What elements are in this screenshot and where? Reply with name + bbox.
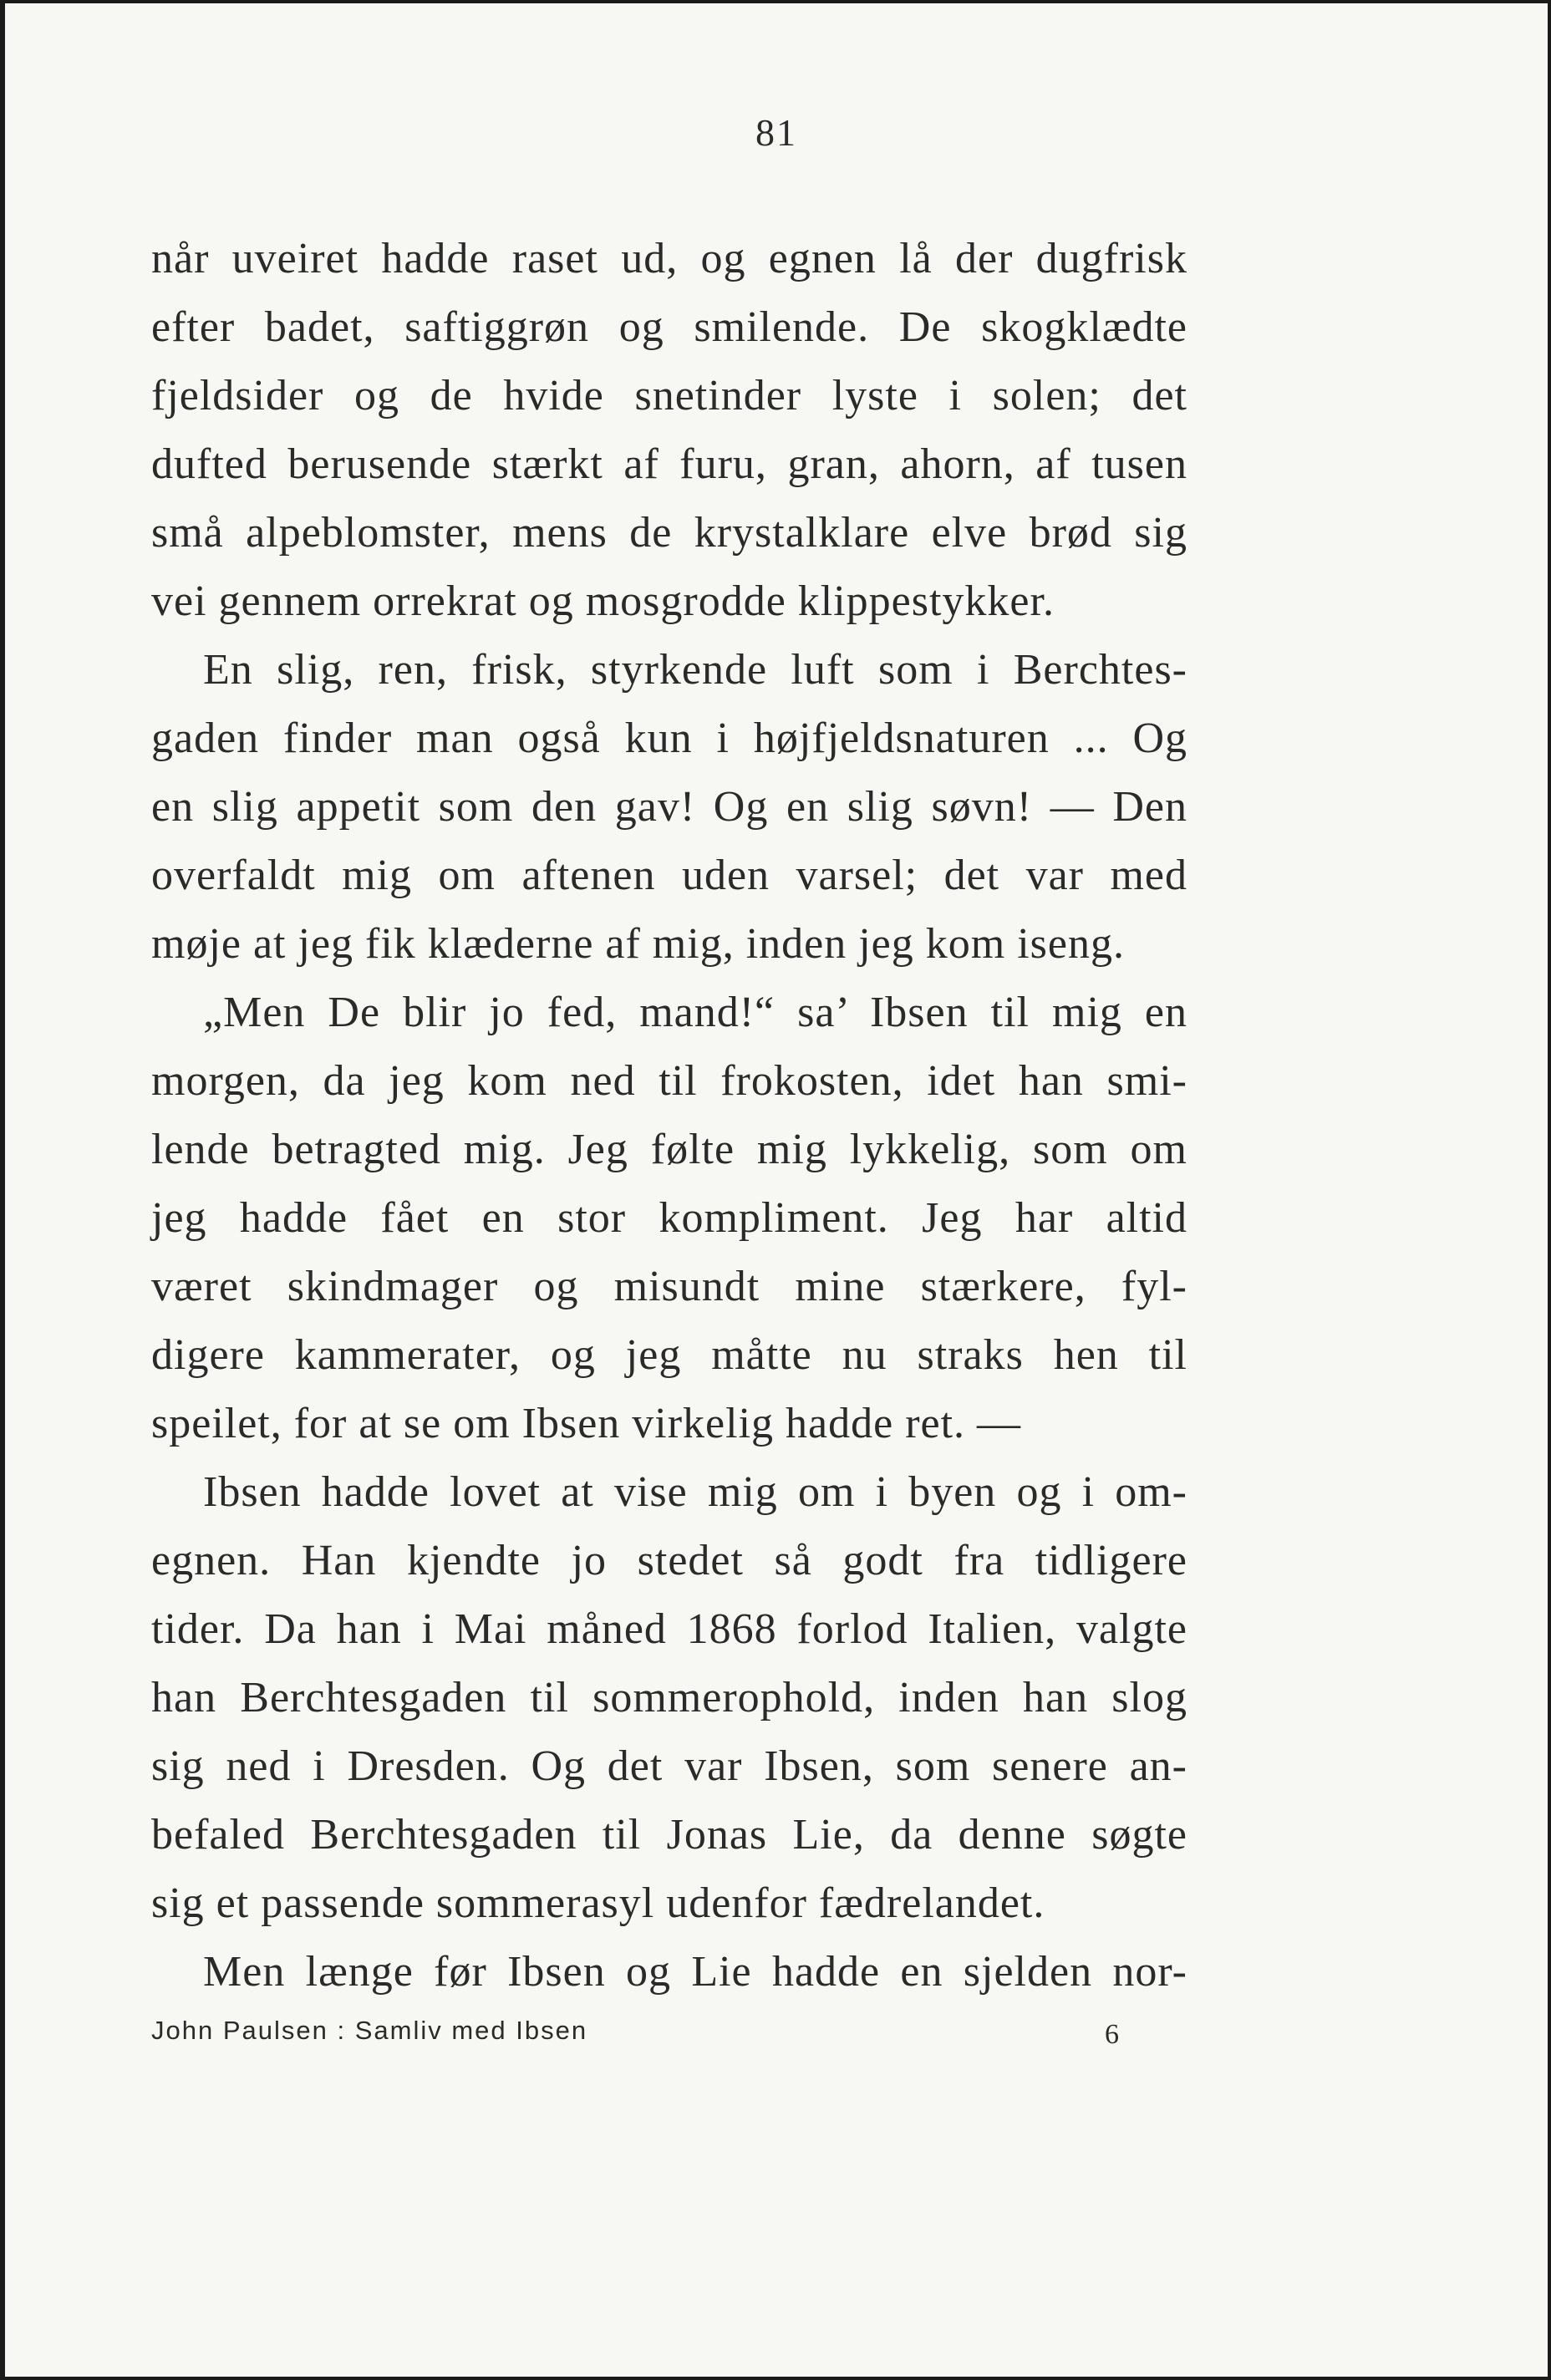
text-line: været skindmager og misundt mine stærkere, fyl- [151, 1263, 1187, 1310]
text-line: tider. Da han i Mai måned 1868 forlod Italien, valgte [151, 1605, 1187, 1653]
text-line: små alpeblomster, mens de krystalklare elve brød sig [151, 509, 1187, 557]
paragraph-1 [151, 225, 1187, 636]
text-line: digere kammerater, og jeg måtte nu straks hen til [151, 1331, 1187, 1379]
text-line: gaden finder man også kun i højfjeldsnaturen ... Og [151, 715, 1187, 762]
text-line: En slig, ren, frisk, styrkende luft som i Berchtes- [203, 646, 1187, 694]
text-line: Men længe før Ibsen og Lie hadde en sjelden nor- [203, 1948, 1187, 1996]
signature-line: John Paulsen : Samliv med Ibsen [151, 2016, 588, 2045]
paragraph-4 [151, 1458, 1187, 1938]
page-footer [151, 2009, 1121, 2059]
text-line: Ibsen hadde lovet at vise mig om i byen og i om- [203, 1468, 1187, 1516]
sheet-number: 6 [1105, 2019, 1121, 2050]
text-line: speilet, for at se om Ibsen virkelig hadde ret. — [151, 1400, 1022, 1447]
page-number: 81 [755, 111, 797, 154]
text-line: jeg hadde fået en stor kompliment. Jeg har altid [151, 1194, 1187, 1242]
text-line: møje at jeg fik klæderne af mig, inden jeg kom iseng. [151, 920, 1125, 968]
text-line: sig ned i Dresden. Og det var Ibsen, som senere an- [151, 1742, 1187, 1790]
text-line: overfaldt mig om aftenen uden varsel; det var med [151, 852, 1187, 899]
text-line: en slig appetit som den gav! Og en slig søvn! — Den [151, 783, 1187, 831]
text-line: efter badet, saftiggrøn og smilende. De skogklædte [151, 303, 1187, 351]
text-line: egnen. Han kjendte jo stedet så godt fra tidligere [151, 1537, 1187, 1584]
text-line: dufted berusende stærkt af furu, gran, ahorn, af tusen [151, 440, 1187, 488]
book-page [5, 3, 1548, 2377]
body-text [151, 225, 1187, 2006]
text-line: fjeldsider og de hvide snetinder lyste i solen; det [151, 372, 1187, 420]
text-line: befaled Berchtesgaden til Jonas Lie, da denne søgte [151, 1811, 1187, 1859]
text-line: sig et passende sommerasyl udenfor fædrelandet. [151, 1879, 1045, 1927]
paragraph-2 [151, 636, 1187, 979]
text-line: morgen, da jeg kom ned til frokosten, idet han smi- [151, 1057, 1187, 1105]
text-line: når uveiret hadde raset ud, og egnen lå der dugfrisk [151, 235, 1187, 282]
text-line: han Berchtesgaden til sommerophold, inden han slog [151, 1674, 1187, 1721]
paragraph-5 [151, 1938, 1187, 2006]
text-line: lende betragted mig. Jeg følte mig lykkelig, som om [151, 1126, 1187, 1173]
text-line: „Men De blir jo fed, mand!“ sa’ Ibsen til mig en [203, 989, 1187, 1036]
paragraph-3 [151, 979, 1187, 1458]
text-line: vei gennem orrekrat og mosgrodde klippestykker. [151, 577, 1055, 625]
